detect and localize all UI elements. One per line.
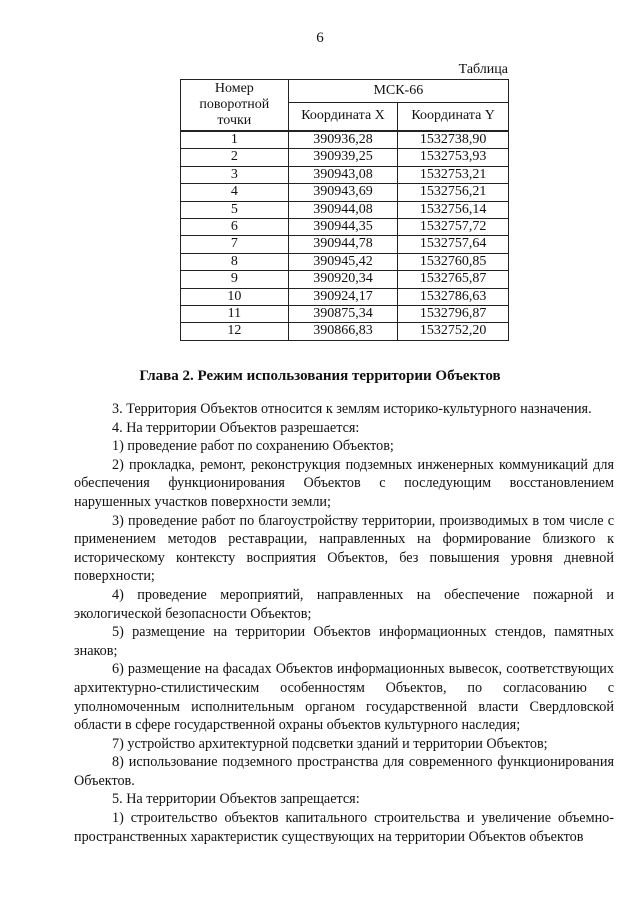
header-point-number: Номер поворотной точки bbox=[181, 80, 289, 132]
paragraph: 8) использование подземного пространства для современного функционирования Объектов. bbox=[74, 754, 614, 789]
table-row bbox=[181, 288, 509, 305]
point-number-cell: 6 bbox=[181, 219, 289, 236]
table-row bbox=[181, 201, 509, 218]
table-row bbox=[181, 271, 509, 288]
coordinate-y-cell: 1532757,72 bbox=[398, 219, 509, 236]
table-row bbox=[181, 253, 509, 270]
coordinate-y-cell: 1532786,63 bbox=[398, 288, 509, 305]
point-number-cell: 8 bbox=[181, 253, 289, 270]
point-number-cell: 1 bbox=[181, 131, 289, 149]
point-number-cell: 11 bbox=[181, 306, 289, 323]
table-row bbox=[181, 131, 509, 149]
coordinate-x-cell: 390866,83 bbox=[288, 323, 398, 340]
point-number-cell: 12 bbox=[181, 323, 289, 340]
point-number-cell: 4 bbox=[181, 184, 289, 201]
coordinate-y-cell: 1532757,64 bbox=[398, 236, 509, 253]
table-caption: Таблица bbox=[458, 62, 508, 77]
coordinate-y-cell: 1532756,21 bbox=[398, 184, 509, 201]
table-row bbox=[181, 306, 509, 323]
table-row bbox=[181, 219, 509, 236]
paragraph: 6) размещение на фасадах Объектов информационных вывесок, соответствующих архитектурно-стилистическим особенностям Объектов, по согласованию с уполномоченным исполнительным органом государственной власти Свердловской области в сфере государственной охраны объектов культурного наследия; bbox=[74, 661, 614, 734]
table-row bbox=[181, 166, 509, 183]
table-row bbox=[181, 149, 509, 166]
coordinates-table bbox=[180, 79, 509, 341]
coordinate-x-cell: 390944,08 bbox=[288, 201, 398, 218]
header-coordinate-system: МСК-66 bbox=[288, 80, 508, 103]
table-body bbox=[181, 131, 509, 340]
coordinate-x-cell: 390943,69 bbox=[288, 184, 398, 201]
coordinate-x-cell: 390945,42 bbox=[288, 253, 398, 270]
paragraph: 1) проведение работ по сохранению Объектов; bbox=[112, 438, 394, 455]
paragraph: 7) устройство архитектурной подсветки зданий и территории Объектов; bbox=[112, 735, 548, 752]
table-row bbox=[181, 236, 509, 253]
point-number-cell: 7 bbox=[181, 236, 289, 253]
header-coordinate-y: Координата Y bbox=[398, 103, 509, 132]
page-number: 6 bbox=[316, 30, 324, 46]
header-coordinate-x: Координата X bbox=[288, 103, 398, 132]
coordinate-y-cell: 1532738,90 bbox=[398, 131, 509, 149]
coordinate-y-cell: 1532753,21 bbox=[398, 166, 509, 183]
table-row bbox=[181, 323, 509, 340]
point-number-cell: 9 bbox=[181, 271, 289, 288]
coordinate-x-cell: 390920,34 bbox=[288, 271, 398, 288]
chapter-title: Глава 2. Режим использования территории Объектов bbox=[139, 368, 501, 384]
coordinate-y-cell: 1532796,87 bbox=[398, 306, 509, 323]
paragraph: 5) размещение на территории Объектов информационных стендов, памятных знаков; bbox=[74, 624, 614, 659]
point-number-cell: 2 bbox=[181, 149, 289, 166]
body-text bbox=[74, 400, 614, 846]
coordinate-x-cell: 390944,35 bbox=[288, 219, 398, 236]
point-number-cell: 3 bbox=[181, 166, 289, 183]
coordinate-x-cell: 390944,78 bbox=[288, 236, 398, 253]
table-row bbox=[181, 184, 509, 201]
paragraph: 3. Территория Объектов относится к землям историко-культурного назначения. bbox=[112, 401, 592, 417]
paragraph: 4. На территории Объектов разрешается: bbox=[112, 419, 360, 436]
coordinate-x-cell: 390936,28 bbox=[288, 131, 398, 149]
paragraph: 5. На территории Объектов запрещается: bbox=[112, 791, 360, 808]
paragraph: 3) проведение работ по благоустройству территории, производимых в том числе с применением методов реставрации, направленных на формирование близкого к историческому контексту восприятия Объектов, без повышения уровня дневной поверхности; bbox=[74, 512, 614, 585]
coordinate-y-cell: 1532752,20 bbox=[398, 323, 509, 340]
coordinate-y-cell: 1532756,14 bbox=[398, 201, 509, 218]
coordinate-x-cell: 390939,25 bbox=[288, 149, 398, 166]
paragraph: 2) прокладка, ремонт, реконструкция подземных инженерных коммуникаций для обеспечения функционирования Объектов с последующим восстановлением нарушенных участков поверхности земли; bbox=[74, 456, 614, 510]
point-number-cell: 10 bbox=[181, 288, 289, 305]
coordinate-x-cell: 390943,08 bbox=[288, 166, 398, 183]
coordinate-y-cell: 1532760,85 bbox=[398, 253, 509, 270]
coordinate-x-cell: 390875,34 bbox=[288, 306, 398, 323]
coordinate-y-cell: 1532753,93 bbox=[398, 149, 509, 166]
point-number-cell: 5 bbox=[181, 201, 289, 218]
paragraph: 1) строительство объектов капитального строительства и увеличение объемно-пространственных характеристик существующих на территории Объектов объектов bbox=[74, 810, 614, 845]
coordinate-x-cell: 390924,17 bbox=[288, 288, 398, 305]
paragraph: 4) проведение мероприятий, направленных на обеспечение пожарной и экологической безопасности Объектов; bbox=[74, 586, 614, 622]
coordinate-y-cell: 1532765,87 bbox=[398, 271, 509, 288]
